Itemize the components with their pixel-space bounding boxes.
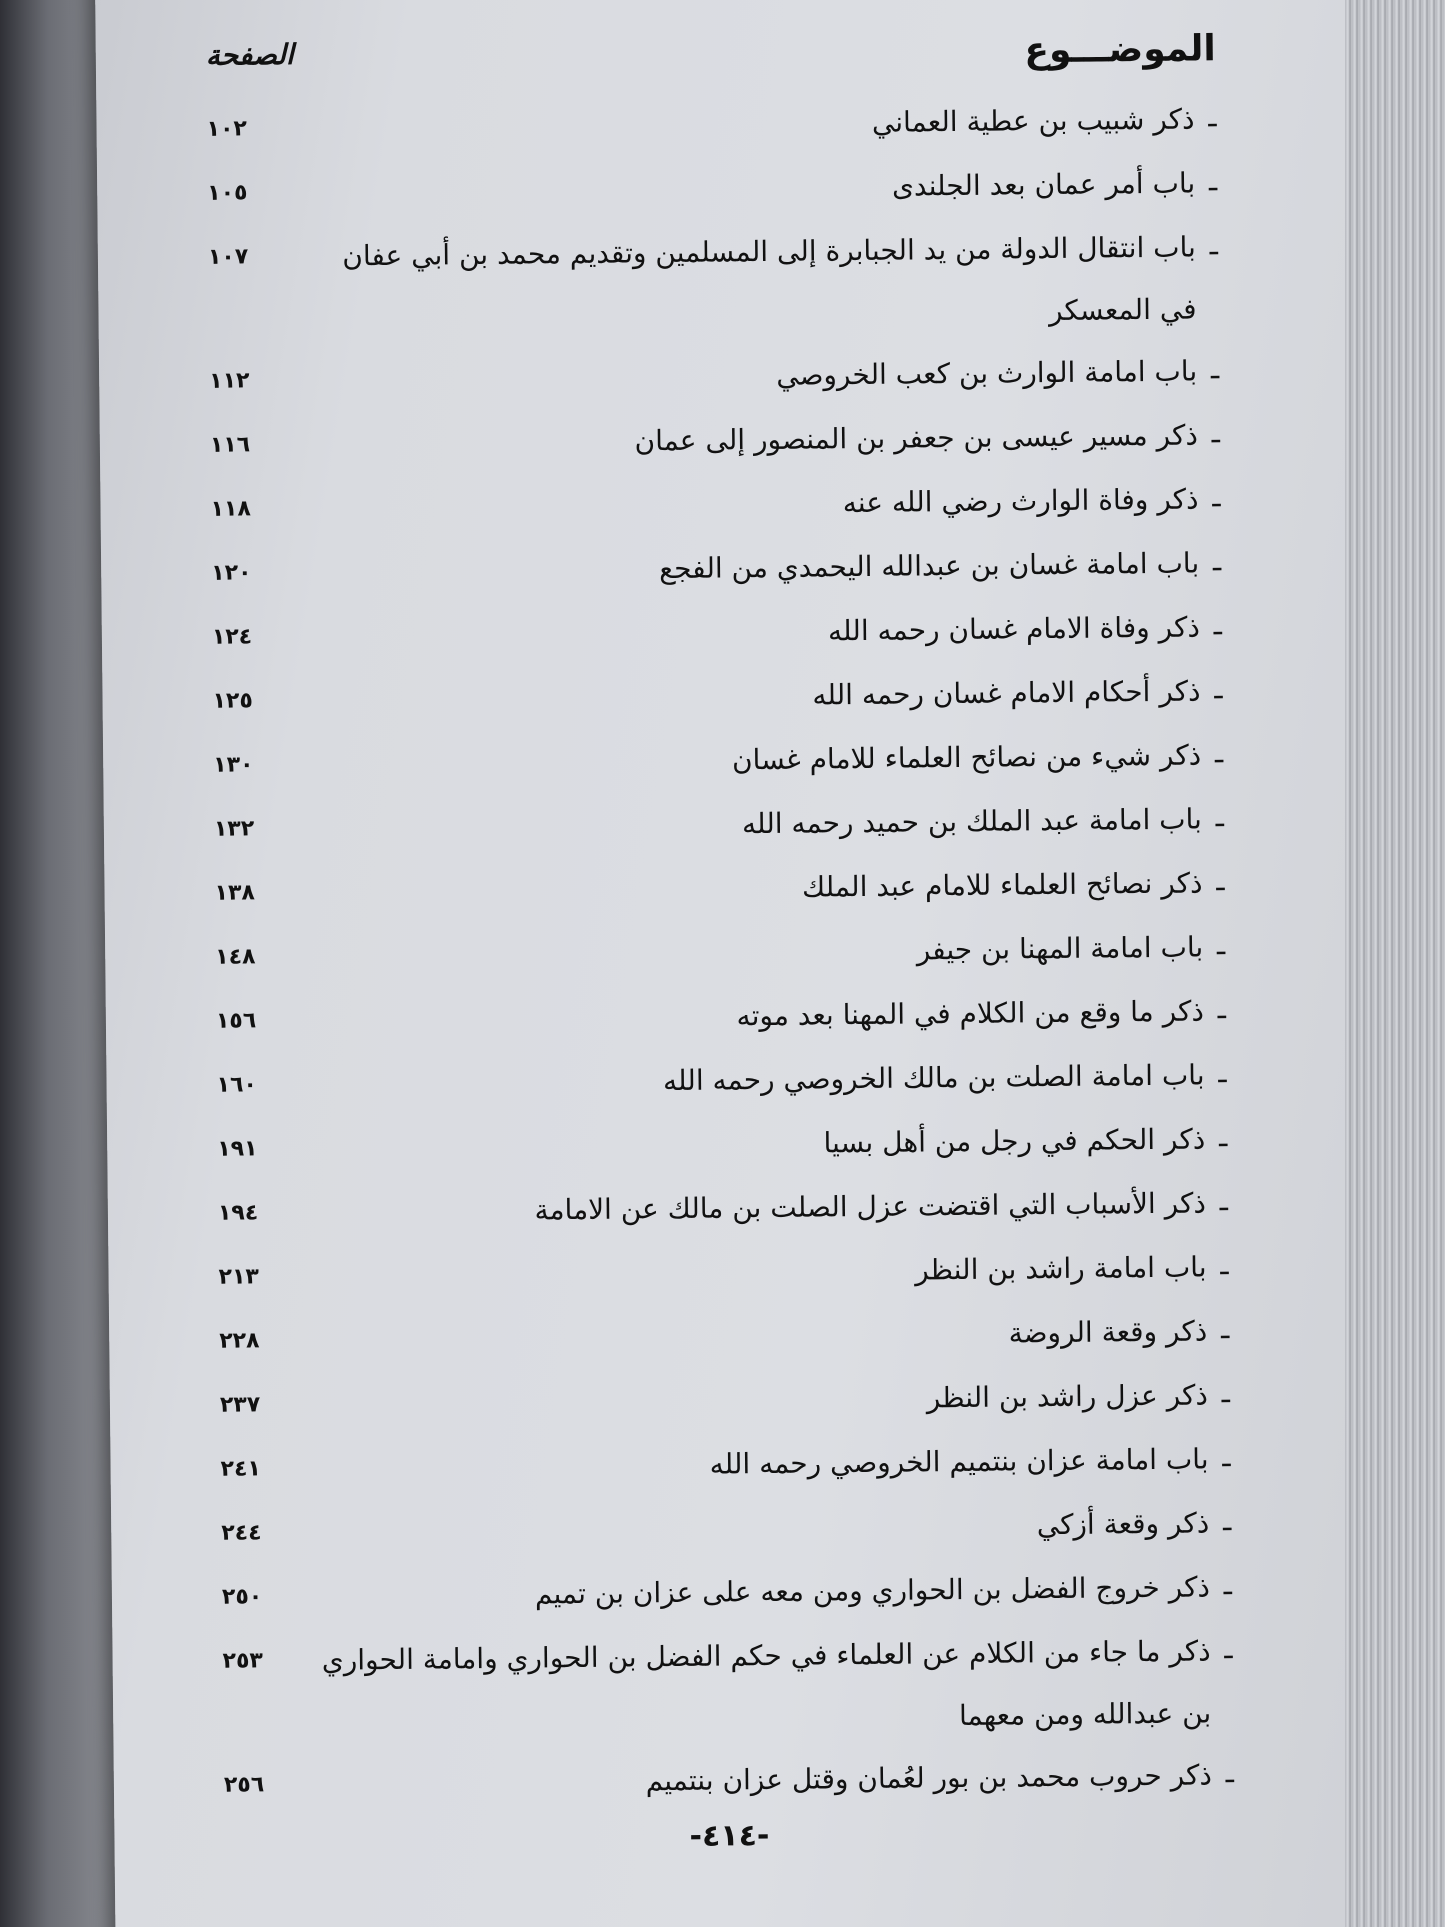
entry-page-number: ٢٤٤	[221, 1520, 262, 1546]
toc-entry	[210, 404, 1221, 479]
entry-marker: ـ	[1222, 1504, 1232, 1538]
toc-entry	[207, 152, 1218, 227]
book-page-edges	[1345, 0, 1445, 1927]
entry-marker: ـ	[1219, 1184, 1229, 1218]
entry-title: باب امامة عزان بنتميم الخروصي رحمه الله	[709, 1442, 1209, 1481]
entry-page-number: ١١٦	[209, 432, 251, 458]
entry-page-number: ١١٨	[210, 496, 251, 522]
entry-page-number: ١٤٨	[215, 944, 256, 970]
entry-page-number: ١٠٢	[206, 116, 247, 142]
toc-entry	[218, 1236, 1229, 1311]
entry-title: ذكر عزل راشد بن النظر	[926, 1378, 1209, 1415]
entry-marker: ـ	[1225, 1756, 1235, 1790]
toc-entry	[222, 1556, 1233, 1631]
toc-entry	[216, 1044, 1227, 1119]
entry-title: ذكر شبيب بن عطية العماني	[871, 102, 1195, 139]
entry-title: باب امامة الصلت بن مالك الخروصي رحمه الله	[662, 1058, 1205, 1098]
toc-entry	[214, 852, 1225, 927]
entry-title: ذكر أحكام الامام غسان رحمه الله	[812, 674, 1201, 712]
entry-title: ذكر وفاة الامام غسان رحمه الله	[827, 610, 1201, 648]
entry-page-number: ١٠٥	[207, 180, 248, 206]
toc-entry	[219, 1300, 1230, 1375]
entry-marker: ـ	[1208, 164, 1218, 198]
topic-column-heading: الموضـــوع	[1024, 28, 1216, 72]
toc-entry	[218, 1172, 1229, 1247]
entry-marker: ـ	[1216, 928, 1226, 962]
entry-marker: ـ	[1221, 1376, 1231, 1410]
entry-page-number: ٢٥٦	[223, 1772, 265, 1798]
toc-entry	[210, 468, 1221, 543]
entry-marker: ـ	[1209, 228, 1219, 262]
entry-title: باب امامة غسان بن عبدالله اليحمدي من الفجع	[659, 546, 1200, 586]
entry-title: ذكر شيء من نصائح العلماء للامام غسان	[731, 738, 1202, 777]
entry-marker: ـ	[1213, 608, 1222, 642]
entry-page-number: ١٩٤	[217, 1200, 259, 1226]
toc-entry	[221, 1492, 1232, 1567]
entry-marker: ـ	[1218, 1056, 1227, 1090]
toc-entry	[216, 980, 1227, 1055]
entry-marker: ـ	[1220, 1248, 1229, 1282]
book-page	[95, 0, 1376, 1927]
entry-title: باب أمر عمان بعد الجلندى	[891, 166, 1196, 203]
toc-entries	[206, 88, 1234, 1818]
entry-title: باب امامة الوارث بن كعب الخروصي	[776, 354, 1198, 392]
entry-page-number: ١٥٦	[215, 1008, 257, 1034]
entry-marker: ـ	[1215, 800, 1224, 834]
entry-page-number: ١٠٧	[207, 244, 249, 270]
entry-page-number: ٢٣٧	[219, 1392, 261, 1418]
entry-page-number: ١٣٢	[213, 816, 255, 842]
entry-title: ذكر مسير عيسى بن جعفر بن المنصور إلى عمان	[634, 418, 1198, 458]
entry-marker: ـ	[1212, 544, 1222, 578]
entry-marker: ـ	[1220, 1312, 1230, 1346]
toc-entry	[211, 532, 1222, 607]
entry-title: باب امامة عبد الملك بن حميد رحمه الله	[741, 802, 1203, 841]
entry-title: باب امامة راشد بن النظر	[915, 1250, 1207, 1287]
entry-page-number: ١٦٠	[216, 1072, 258, 1098]
entry-marker: ـ	[1211, 416, 1220, 450]
toc-entry	[213, 724, 1224, 799]
toc-entry	[212, 660, 1223, 735]
entry-page-number: ٢٢٨	[219, 1328, 260, 1354]
entry-page-number: ١٣٨	[214, 880, 255, 906]
entry-title: ذكر ما جاء من الكلام عن العلماء في حكم الفضل بن الحواري وامامة الحواري بن عبدالله ومن معهما	[321, 1634, 1212, 1733]
entry-page-number: ٢٥٣	[222, 1648, 264, 1674]
toc-entry	[214, 788, 1225, 863]
entry-page-number: ١٢٠	[211, 560, 252, 586]
page-footer-number: -٤١٤-	[689, 1818, 770, 1854]
entry-page-number: ١٢٤	[211, 624, 253, 650]
entry-title: باب امامة المهنا بن جيفر	[916, 930, 1204, 967]
entry-marker: ـ	[1223, 1568, 1233, 1602]
entry-marker: ـ	[1214, 672, 1223, 706]
entry-title: ذكر نصائح العلماء للامام عبد الملك	[801, 866, 1203, 904]
entry-title: ذكر وقعة الروضة	[1008, 1314, 1208, 1350]
entry-page-number: ٢٥٠	[221, 1584, 263, 1610]
toc-entry	[220, 1364, 1231, 1439]
entry-title: ذكر ما وقع من الكلام في المهنا بعد موته	[736, 994, 1205, 1033]
toc-header	[206, 28, 1217, 99]
entry-title: ذكر وفاة الوارث رضي الله عنه	[842, 482, 1199, 520]
entry-page-number: ٢٤١	[220, 1456, 262, 1482]
toc-entry	[220, 1428, 1231, 1503]
entry-title: ذكر خروج الفضل بن الحواري ومن معه على عزان بن تميم	[534, 1570, 1211, 1611]
toc-entry	[217, 1108, 1228, 1183]
entry-marker: ـ	[1216, 864, 1225, 898]
toc-entry	[208, 216, 1219, 351]
entry-marker: ـ	[1218, 1120, 1228, 1154]
table-of-contents	[205, 0, 1235, 1899]
entry-marker: ـ	[1214, 736, 1224, 770]
toc-entry	[209, 340, 1220, 415]
entry-title: ذكر الحكم في رجل من أهل بسيا	[823, 1122, 1206, 1160]
entry-marker: ـ	[1222, 1440, 1231, 1474]
entry-title: باب انتقال الدولة من يد الجبابرة إلى المسلمين وتقديم محمد بن أبي عفان في المعسكر	[342, 230, 1197, 328]
entry-marker: ـ	[1217, 992, 1227, 1026]
toc-entry	[215, 916, 1226, 991]
entry-page-number: ١٣٠	[213, 752, 254, 778]
entry-marker: ـ	[1208, 100, 1217, 134]
toc-entry	[212, 596, 1223, 671]
entry-title: ذكر حروب محمد بن بور لعُمان وقتل عزان بنتميم	[645, 1758, 1213, 1798]
toc-entry	[222, 1620, 1233, 1755]
entry-page-number: ١٢٥	[212, 688, 253, 714]
entry-page-number: ١٩١	[217, 1136, 258, 1162]
entry-marker: ـ	[1212, 480, 1221, 514]
entry-title: ذكر وقعة أزكي	[1036, 1506, 1210, 1542]
entry-page-number: ١١٢	[209, 368, 250, 394]
toc-entry	[206, 88, 1217, 163]
entry-marker: ـ	[1224, 1632, 1233, 1666]
entry-page-number: ٢١٣	[218, 1264, 260, 1290]
toc-entry	[224, 1744, 1235, 1819]
entry-marker: ـ	[1210, 352, 1220, 386]
entry-title: ذكر الأسباب التي اقتضت عزل الصلت بن مالك عن الامامة	[534, 1186, 1207, 1227]
page-column-heading: الصفحة	[205, 37, 294, 72]
